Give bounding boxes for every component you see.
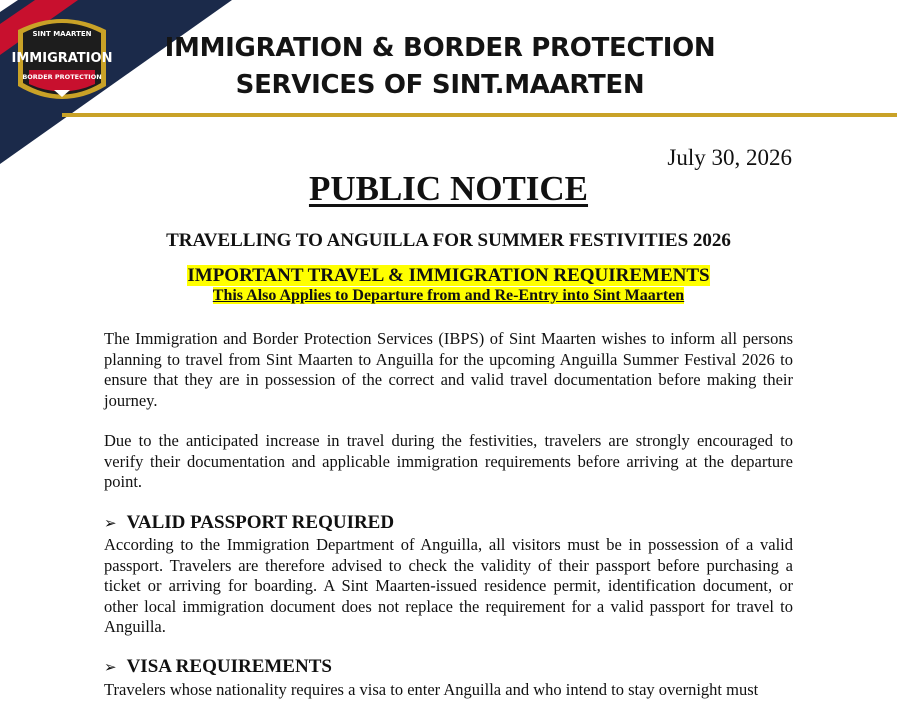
- section-heading-visa-label: VISA REQUIREMENTS: [126, 656, 332, 677]
- svg-text:IMMIGRATION: IMMIGRATION: [11, 51, 113, 66]
- notice-subtitle: TRAVELLING TO ANGUILLA FOR SUMMER FESTIVITIES 2026: [166, 230, 731, 251]
- section-text-visa: Travelers whose nationality requires a visa to enter Anguilla and who intend to stay overnight must: [104, 680, 759, 699]
- svg-text:SINT MAARTEN: SINT MAARTEN: [32, 30, 92, 38]
- important-requirements: [0, 265, 897, 305]
- important-line1: IMPORTANT TRAVEL & IMMIGRATION REQUIREMENTS: [187, 265, 710, 286]
- notice-date: July 30, 2026: [667, 145, 792, 170]
- arrow-bullet-icon: ➢: [104, 514, 117, 532]
- section-heading-visa: [104, 656, 332, 678]
- section-heading-passport: [104, 512, 394, 534]
- header-title-line1: IMMIGRATION & BORDER PROTECTION: [164, 33, 716, 63]
- paragraph-intro: The Immigration and Border Protection Services (IBPS) of Sint Maarten wishes to inform all persons planning to travel from Sint Maarten to Anguilla for the upcoming Anguilla Summer Festival 2026 to ensure that they are in possession of the correct and valid travel documentation before making their journey.: [104, 329, 793, 410]
- paragraph-travel-increase: Due to the anticipated increase in travel during the festivities, travelers are strongly encouraged to verify their documentation and applicable immigration requirements before arriving at the departure point.: [104, 431, 793, 491]
- header-title-line2: SERVICES OF SINT.MAARTEN: [235, 70, 645, 100]
- section-text-passport: According to the Immigration Department of Anguilla, all visitors must be in possession of a valid passport. Travelers are therefore advised to check the validity of their passport before purchasing a ticket or arriving for boarding. A Sint Maarten-issued residence permit, identification document, or other local immigration document does not replace the requirement for a valid passport for travel to Anguilla.: [104, 535, 793, 636]
- section-heading-passport-label: VALID PASSPORT REQUIRED: [126, 512, 395, 533]
- header-title: [150, 30, 730, 104]
- svg-text:BORDER PROTECTION: BORDER PROTECTION: [22, 73, 102, 81]
- immigration-logo: [12, 19, 113, 99]
- notice-title: PUBLIC NOTICE: [308, 169, 589, 208]
- header-divider: [62, 113, 897, 117]
- important-line2: This Also Applies to Departure from and Re-Entry into Sint Maarten: [212, 287, 685, 304]
- arrow-bullet-icon: ➢: [104, 658, 117, 676]
